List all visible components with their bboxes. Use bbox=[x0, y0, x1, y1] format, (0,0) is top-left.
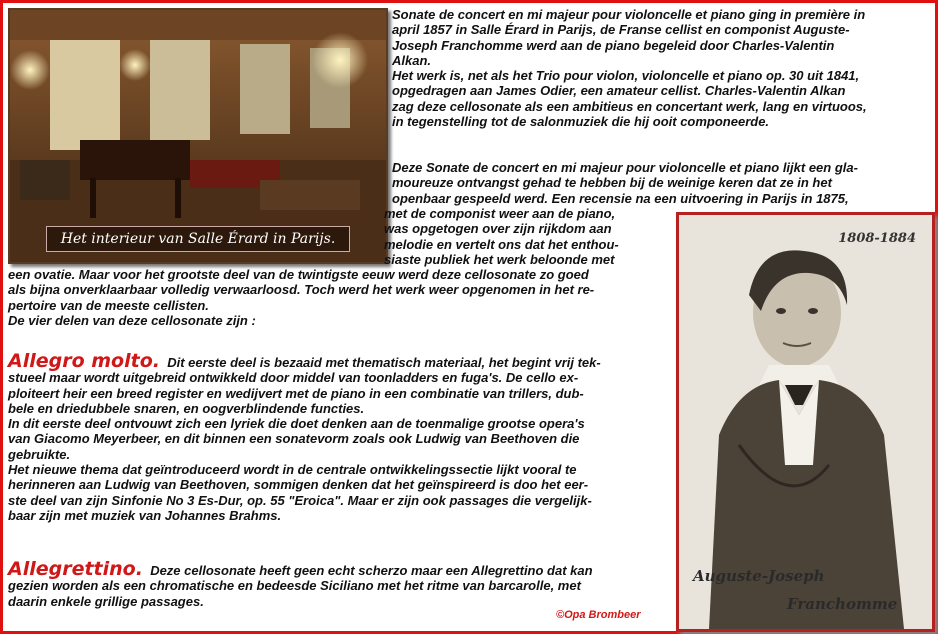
copyright-notice: ©Opa Brombeer bbox=[556, 609, 641, 621]
allegrettino-section: Allegrettino. Deze cellosonate heeft geen echt scherzo maar een Allegrettino dat kan gezien worden als een chromatische en bedeesde Siciliano met het ritme van barcarolle, met daarin enkele grillige passages. bbox=[8, 558, 593, 609]
reception-paragraph: Deze Sonate de concert en mi majeur pour violoncelle et piano lijkt een gla- moureuze ontvangst gehad te hebben bij de weinige keren dat ze in het openbaar gespeeld werd. Een recensie na een uitvoering in Parijs in 1875, bbox=[392, 160, 858, 206]
portrait-name-first: Auguste-Joseph bbox=[693, 567, 825, 585]
reception-paragraph-narrow: met de componist weer aan de piano, was opgetogen over zijn rijkdom aan melodie en vertelt ons dat het enthou- siaste publiek het werk beloonde met bbox=[384, 206, 619, 267]
allegrettino-heading: Allegrettino. bbox=[8, 558, 143, 580]
franchomme-portrait bbox=[676, 212, 935, 632]
neglect-paragraph: een ovatie. Maar voor het grootste deel van de twintigste eeuw werd deze cellosonate zo goed als bijna onverklaarbaar volledig verwaarloosd. Toch werd het werk weer opgenomen in het re- pertoire van de meeste cellisten. De vier delen van deze cellosonate zijn : bbox=[8, 267, 595, 328]
allegro-molto-heading: Allegro molto. bbox=[8, 350, 160, 372]
portrait-years: 1808-1884 bbox=[838, 231, 916, 246]
intro-paragraph: Sonate de concert en mi majeur pour violoncelle et piano ging in première in april 1857 in Salle Érard in Parijs, de Franse cellist en componist Auguste- Joseph Franchomme werd aan de piano begeleid door Charles-Valentin Alkan. Het werk is, net als het Trio pour violon, violoncelle et piano op. 30 uit 1841, opgedragen aan James Odier, een amateur cellist. Charles-Valentin Alkan zag deze cellosonate als een ambitieus en concertant werk, lang en virtuoos, in tegenstelling tot de salonmuziek die hij ooit componeerde. bbox=[392, 7, 867, 130]
portrait-name-last: Franchomme bbox=[787, 595, 898, 613]
photo-caption: Het interieur van Salle Érard in Parijs. bbox=[46, 226, 351, 252]
allegro-molto-section: Allegro molto. Dit eerste deel is bezaaid met thematisch materiaal, het begint vrij tek- stueel maar wordt uitgebreid ontwikkeld door middel van toonladders en fuga's. De cello ex- ploiteert heir een breed register en wedijvert met de piano in een combinatie van trillers, dub- bele en driedubbele snaren, en oogverblindende functies. In dit eerste deel ontvouwt zich een lyriek die doet denken aan de toenmalige grootse opera's van Giacomo Meyerbeer, en dit binnen een sonatevorm zoals ook Ludwig van Beethoven die gebruikte. Het nieuwe thema dat geïntroduceerd wordt in de centrale ontwikkelingssectie lijkt vooral te herinneren aan Ludwig van Beethoven, sommigen denken dat het geïnspireerd is doo het eer- ste deel van zijn Sinfonie No 3 Es-Dur, op. 55 "Eroica". Maar er zijn ook passages die vergelijk- baar zijn met muziek van Johannes Brahms. bbox=[8, 350, 601, 523]
salle-erard-photo bbox=[8, 8, 388, 264]
